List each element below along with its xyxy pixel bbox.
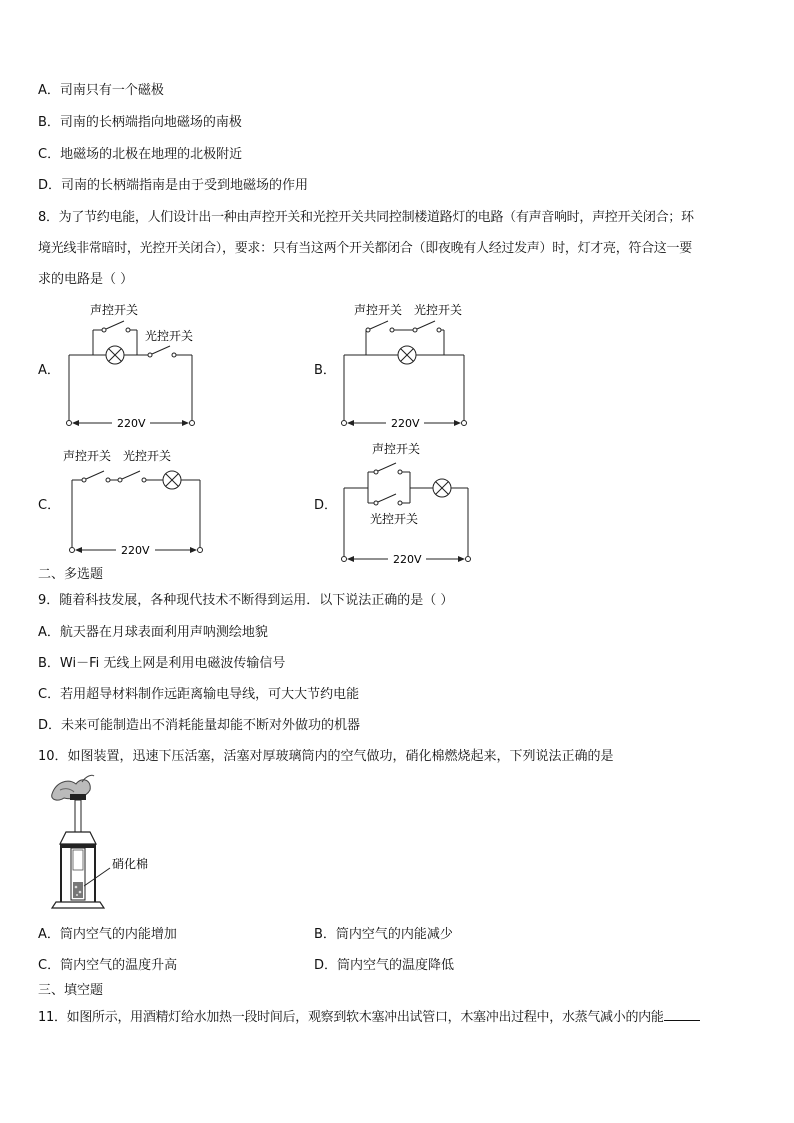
q9-option-a: A．航天器在月球表面利用声呐测绘地貌	[38, 625, 268, 640]
q11-answer-blank[interactable]	[664, 1008, 700, 1021]
q10-stem: 10．如图装置，迅速下压活塞，活塞对厚玻璃筒内的空气做功，硝化棉燃烧起来，下列说法正确的是	[38, 749, 614, 764]
q10-option-d: D．筒内空气的温度降低	[314, 958, 455, 973]
circuit-c-voltage: 220V	[121, 544, 150, 557]
circuit-a-switch1-label: 声控开关	[90, 303, 139, 317]
q11-stem-text: 11．如图所示，用酒精灯给水加热一段时间后，观察到软木塞冲出试管口，木塞冲出过程中，水蒸气减小的内能	[38, 1010, 664, 1025]
q10-option-b: B．筒内空气的内能减少	[314, 927, 453, 942]
q7-option-a: A．司南只有一个磁极	[38, 83, 164, 98]
circuit-b-letter: B．	[314, 363, 336, 378]
circuit-d-switch1-label: 声控开关	[372, 442, 421, 456]
section-multiple-choice-heading: 二、多选题	[38, 567, 104, 582]
circuit-c-letter: C．	[38, 498, 61, 513]
circuit-d-letter: D．	[314, 498, 338, 513]
circuit-d-voltage: 220V	[393, 553, 422, 566]
q9-option-b: B．Wi－Fi 无线上网是利用电磁波传输信号	[38, 656, 286, 671]
fire-syringe-figure	[42, 772, 172, 912]
q10-option-c: C．筒内空气的温度升高	[38, 958, 178, 973]
q7-option-c: C．地磁场的北极在地理的北极附近	[38, 147, 243, 162]
q11-stem	[38, 1008, 700, 1027]
q10-option-a: A．筒内空气的内能增加	[38, 927, 177, 942]
q9-option-d: D．未来可能制造出不消耗能量却能不断对外做功的机器	[38, 718, 361, 733]
circuit-b-switch1-label: 声控开关	[354, 303, 403, 317]
circuit-a-voltage: 220V	[117, 417, 146, 430]
q7-option-b: B．司南的长柄端指向地磁场的南极	[38, 115, 242, 130]
q8-stem-line-3: 求的电路是（ ）	[38, 272, 134, 287]
circuit-a-diagram	[60, 300, 210, 430]
circuit-d-switch2-label: 光控开关	[370, 512, 419, 526]
circuit-c-switch2-label: 光控开关	[123, 449, 172, 463]
circuit-d-diagram	[336, 438, 481, 570]
section-fill-blank-heading: 三、填空题	[38, 983, 104, 998]
circuit-c-switch1-label: 声控开关	[63, 449, 112, 463]
circuit-b-voltage: 220V	[391, 417, 420, 430]
circuit-b-switch2-label: 光控开关	[414, 303, 463, 317]
circuit-a-letter: A．	[38, 363, 60, 378]
q9-stem: 9．随着科技发展，各种现代技术不断得到运用．以下说法正确的是（ ）	[38, 593, 454, 608]
circuit-a-switch2-label: 光控开关	[145, 329, 194, 343]
circuit-c-diagram	[60, 440, 220, 560]
q7-option-d: D．司南的长柄端指南是由于受到地磁场的作用	[38, 178, 309, 193]
circuit-b-diagram	[336, 300, 476, 430]
q9-option-c: C．若用超导材料制作远距离输电导线，可大大节约电能	[38, 687, 360, 702]
figure-label-nitrocellulose: 硝化棉	[112, 857, 149, 871]
q8-stem-line-1: 8．为了节约电能，人们设计出一种由声控开关和光控开关共同控制楼道路灯的电路（有声音响时，声控开关闭合；环	[38, 210, 694, 225]
q8-stem-line-2: 境光线非常暗时，光控开关闭合），要求：只有当这两个开关都闭合（即夜晚有人经过发声）时，灯才亮，符合这一要	[38, 241, 692, 256]
